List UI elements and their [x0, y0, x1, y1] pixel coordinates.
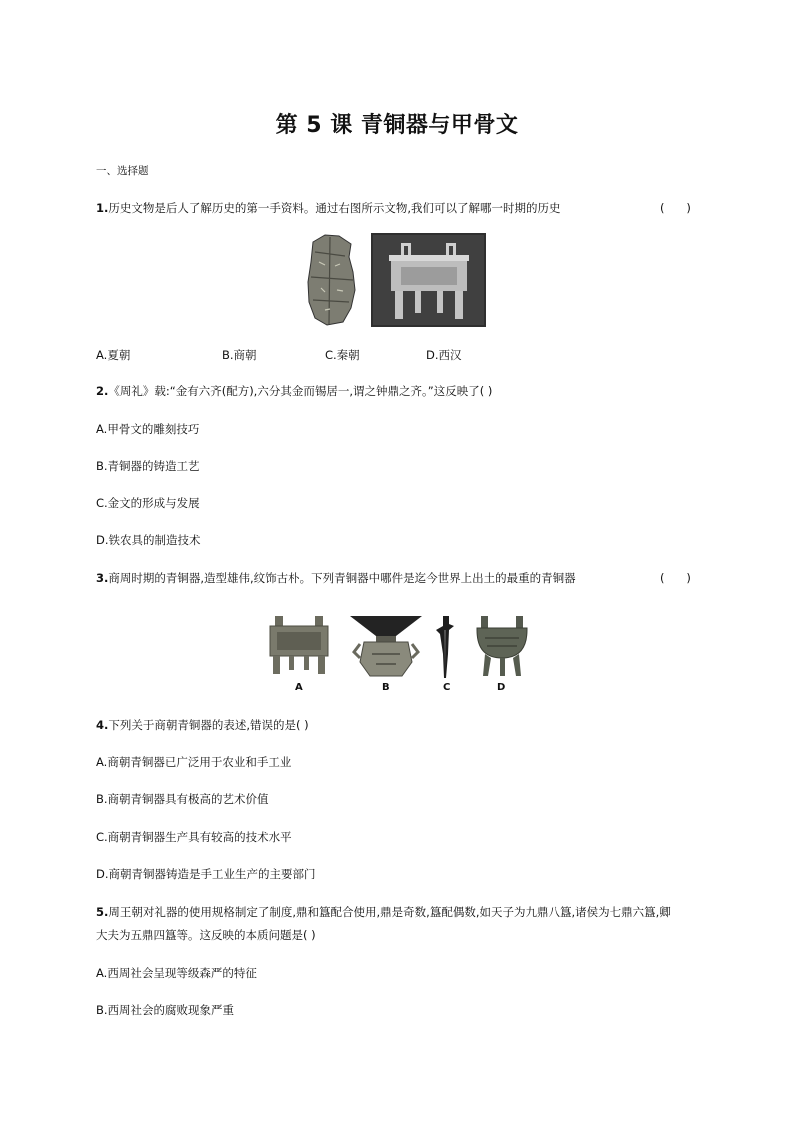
question-1 [96, 201, 561, 215]
question-text-line-2: 大夫为五鼎四簋等。这反映的本质问题是( ) [96, 928, 316, 942]
bronze-zun-b-image [350, 614, 422, 678]
option-b[interactable]: B.青铜器的铸造工艺 [96, 459, 200, 473]
bronze-ding-a-image [267, 614, 331, 676]
option-a[interactable]: A.西周社会呈现等级森严的特征 [96, 966, 257, 980]
answer-blank: ( ) [660, 571, 691, 585]
option-d[interactable]: D.西汉 [426, 348, 462, 362]
bronze-ding-image [371, 233, 486, 327]
question-text: 下列关于商朝青铜器的表述,错误的是( ) [108, 718, 309, 732]
question-number: 3. [96, 571, 109, 585]
option-b[interactable]: B.商朝 [222, 348, 257, 362]
question-number: 5. [96, 905, 109, 919]
question-5 [96, 905, 671, 919]
option-a[interactable]: A.商朝青铜器已广泛用于农业和手工业 [96, 755, 292, 769]
answer-blank: ( ) [660, 201, 691, 215]
option-c[interactable]: C.秦朝 [325, 348, 360, 362]
option-c[interactable]: C.商朝青铜器生产具有较高的技术水平 [96, 830, 292, 844]
figure-label-a: A [295, 682, 303, 693]
section-heading: 一、选择题 [96, 165, 149, 177]
figure-label-c: C [443, 682, 451, 693]
page-title: 第 5 课 青铜器与甲骨文 [275, 113, 519, 138]
question-4 [96, 718, 309, 732]
question-text: 历史文物是后人了解历史的第一手资料。通过右图所示文物,我们可以了解哪一时期的历史 [108, 201, 561, 215]
question-number: 4. [96, 718, 109, 732]
option-b[interactable]: B.商朝青铜器具有极高的艺术价值 [96, 792, 269, 806]
question-text-line-1: 周王朝对礼器的使用规格制定了制度,鼎和簋配合使用,鼎是奇数,簋配偶数,如天子为九鼎八簋,诸侯为七鼎六簋,卿 [108, 905, 671, 919]
figure-label-d: D [497, 682, 506, 693]
figure-label-b: B [382, 682, 390, 693]
question-text: 商周时期的青铜器,造型雄伟,纹饰古朴。下列青铜器中哪件是迄今世界上出土的最重的青铜器 [108, 571, 576, 585]
question-number: 2. [96, 384, 109, 398]
option-a[interactable]: A.夏朝 [96, 348, 131, 362]
question-2 [96, 384, 492, 398]
bronze-ge-c-image [434, 614, 460, 680]
option-d[interactable]: D.铁农具的制造技术 [96, 533, 201, 547]
option-a[interactable]: A.甲骨文的雕刻技巧 [96, 422, 200, 436]
question-text: 《周礼》载:“金有六齐(配方),六分其金而锡居一,谓之钟鼎之齐。”这反映了( ) [108, 384, 493, 398]
option-c[interactable]: C.金文的形成与发展 [96, 496, 200, 510]
option-b[interactable]: B.西周社会的腐败现象严重 [96, 1003, 235, 1017]
question-number: 1. [96, 201, 109, 215]
option-d[interactable]: D.商朝青铜器铸造是手工业生产的主要部门 [96, 867, 316, 881]
oracle-bone-image [305, 232, 357, 327]
question-3 [96, 571, 576, 585]
bronze-ding-d-image [473, 614, 531, 678]
